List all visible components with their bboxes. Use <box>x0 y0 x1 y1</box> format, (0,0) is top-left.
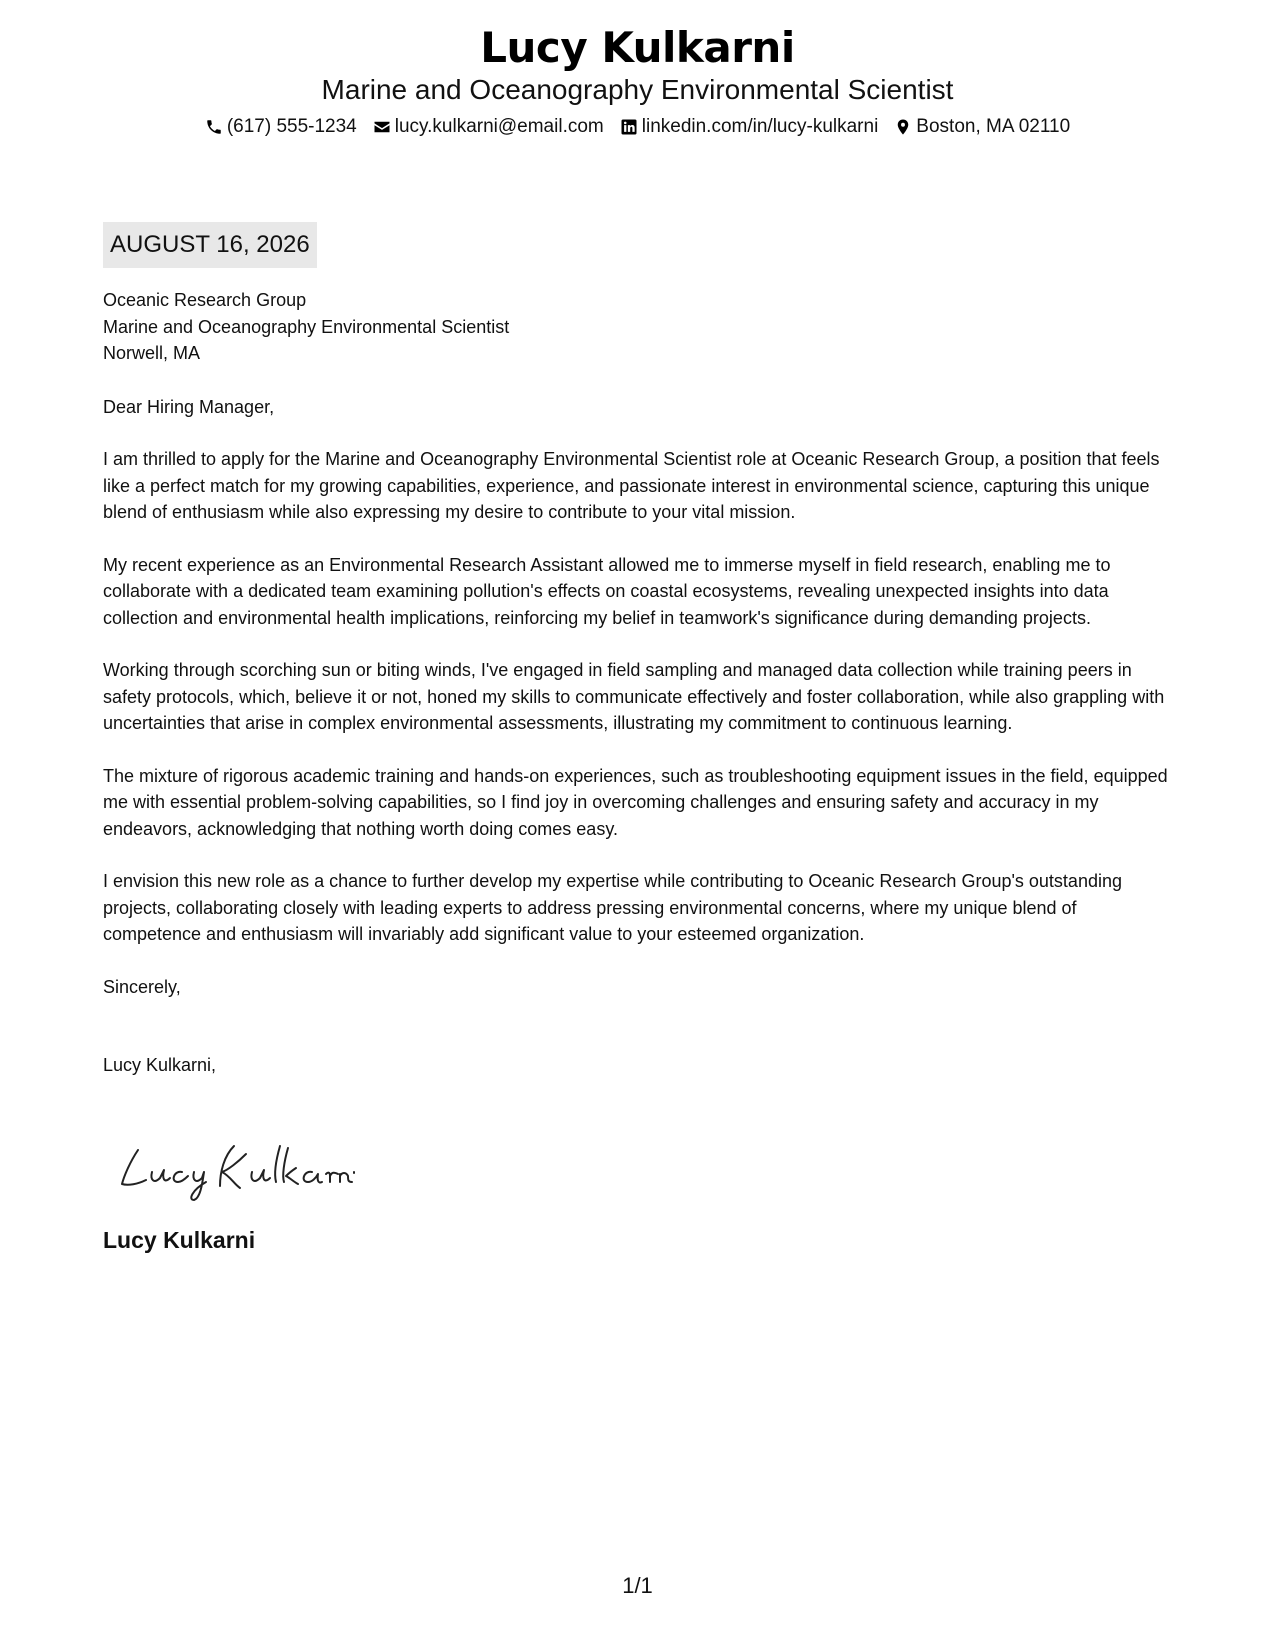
location-text: Boston, MA 02110 <box>916 116 1071 137</box>
map-marker-icon <box>894 118 912 136</box>
paragraph: The mixture of rigorous academic training and hands-on experiences, such as troubleshooting equipment issues in the field, equipped me with essential problem-solving capabilities, so I find joy in overcoming challenges and ensuring safety and accuracy in my endeavors, acknowledging that nothing worth doing comes easy. <box>103 765 1168 839</box>
salutation: Dear Hiring Manager, <box>103 396 275 417</box>
contact-linkedin <box>620 114 879 140</box>
recipient-block <box>103 287 1178 367</box>
linkedin-text: linkedin.com/in/lucy-kulkarni <box>641 116 879 137</box>
letter-header <box>0 22 1275 140</box>
closing: Sincerely, <box>103 976 181 997</box>
recipient-company: Oceanic Research Group <box>103 290 307 310</box>
linkedin-icon <box>620 118 638 136</box>
handwritten-signature <box>116 1132 356 1202</box>
paragraph: My recent experience as an Environmental Research Assistant allowed me to immerse myself in field research, enabling me to collaborate with a dedicated team examining pollution's effects on coastal ecosystems, revealing unexpected insights into data collection and environmental health implications, reinforcing my belief in teamwork's significance during demanding projects. <box>103 554 1111 628</box>
applicant-name: Lucy Kulkarni <box>480 23 795 72</box>
applicant-title: Marine and Oceanography Environmental Scientist <box>321 74 954 105</box>
page-number: 1/1 <box>622 1573 653 1598</box>
letter-body <box>103 287 1178 1079</box>
phone-text: (617) 555-1234 <box>226 116 357 137</box>
contact-location <box>894 114 1070 140</box>
envelope-icon <box>373 118 391 136</box>
contact-phone <box>205 114 357 140</box>
contact-bar <box>0 114 1275 140</box>
recipient-location: Norwell, MA <box>103 343 201 363</box>
paragraph: I envision this new role as a chance to further develop my expertise while contributing to Oceanic Research Group's outstanding projects, collaborating closely with leading experts to address pressing environmental concerns, where my unique blend of competence and enthusiasm will invariably add significant value to your esteemed organization. <box>103 871 1122 944</box>
phone-icon <box>205 118 223 136</box>
paragraph: Working through scorching sun or biting winds, I've engaged in field sampling and managed data collection while training peers in safety protocols, which, believe it or not, honed my skills to communicate effectively and foster collaboration, while also grappling with uncertainties that arise in complex environmental assessments, illustrating my commitment to continuous learning. <box>103 660 1165 733</box>
recipient-position: Marine and Oceanography Environmental Scientist <box>103 316 510 337</box>
email-text: lucy.kulkarni@email.com <box>394 116 604 137</box>
paragraph: I am thrilled to apply for the Marine and Oceanography Environmental Scientist role at Oceanic Research Group, a position that feels like a perfect match for my growing capabilities, experience, and passionate interest in environmental science, capturing this unique blend of enthusiasm while also expressing my desire to contribute to your vital mission. <box>103 449 1160 522</box>
contact-email <box>373 114 604 140</box>
letter-date: AUGUST 16, 2026 <box>103 222 317 268</box>
closing-name: Lucy Kulkarni, <box>103 1055 217 1075</box>
signature-name: Lucy Kulkarni <box>103 1227 256 1253</box>
